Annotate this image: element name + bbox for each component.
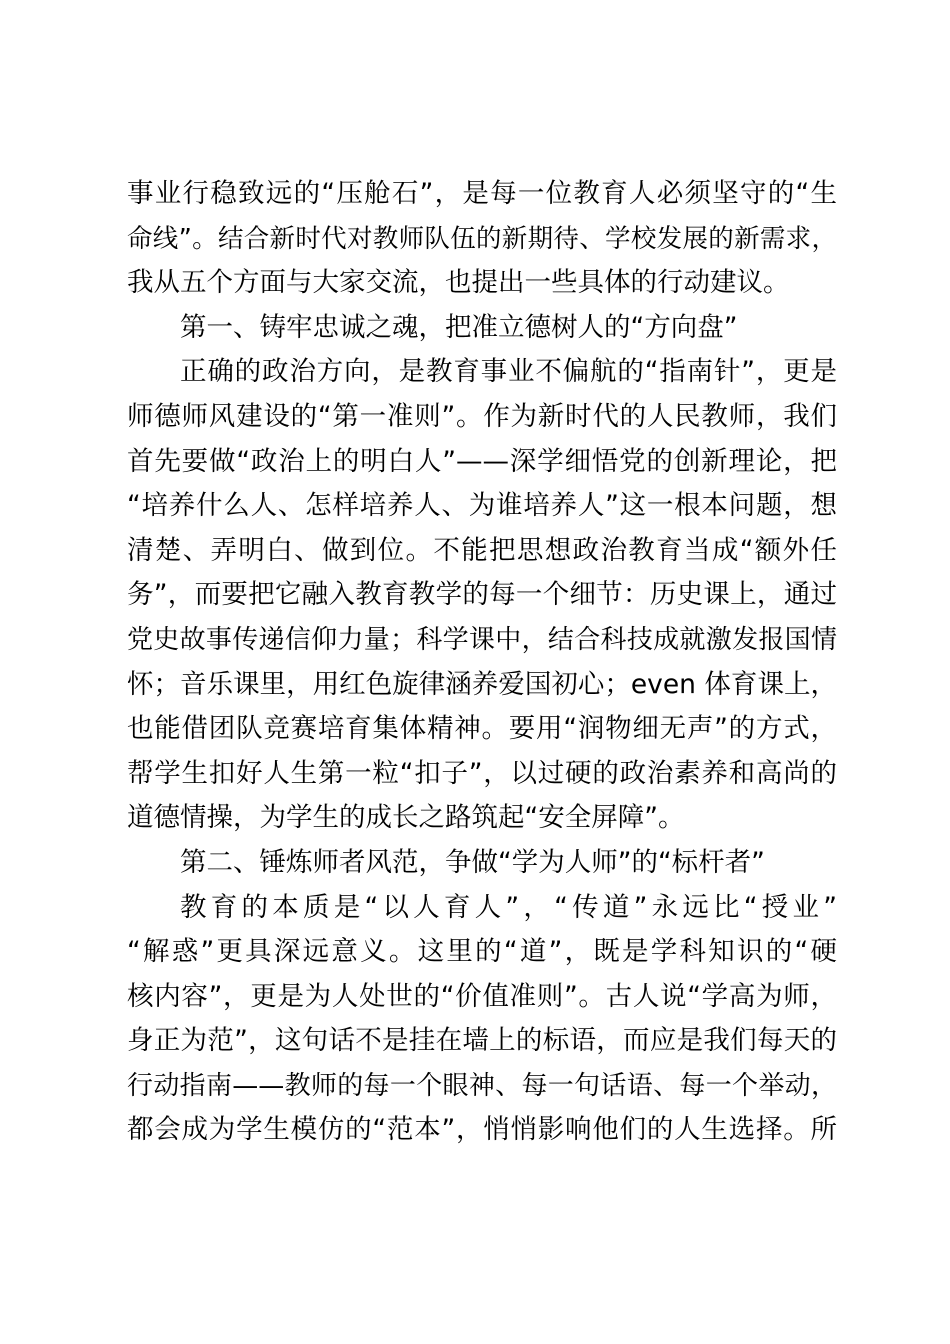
text-line: “培养什么人、怎样培养人、为谁培养人”这一根本问题，想 (127, 490, 837, 522)
text-line: 也能借团队竞赛培育集体精神。要用“润物细无声”的方式， (127, 713, 837, 745)
text-line: 正确的政治方向，是教育事业不偏航的“指南针”，更是 (180, 356, 837, 388)
text-line: 命线”。结合新时代对教师队伍的新期待、学校发展的新需求， (127, 223, 837, 254)
text-line: 清楚、弄明白、做到位。不能把思想政治教育当成“额外任 (127, 534, 837, 566)
text-line: 教育的本质是“以人育人”，“传道”永远比“授业” (180, 891, 837, 923)
text-line: 都会成为学生模仿的“范本”，悄悄影响他们的人生选择。所 (127, 1114, 837, 1146)
body-text (127, 172, 837, 1153)
text-line: 身正为范”，这句话不是挂在墙上的标语，而应是我们每天的 (127, 1025, 837, 1057)
text-line: “解惑”更具深远意义。这里的“道”，既是学科知识的“硬 (127, 936, 837, 968)
text-line: 党史故事传递信仰力量；科学课中，结合科技成就激发报国情 (127, 624, 837, 655)
text-line: 行动指南——教师的每一个眼神、每一句话语、每一个举动， (127, 1070, 837, 1101)
text-line: 第二、锤炼师者风范，争做“学为人师”的“标杆者” (180, 846, 765, 878)
text-line: 怀；音乐课里，用红色旋律涵养爱国初心；even 体育课上， (127, 668, 837, 700)
text-line: 第一、铸牢忠诚之魂，把准立德树人的“方向盘” (180, 311, 738, 343)
text-line: 首先要做“政治上的明白人”——深学细悟党的创新理论，把 (127, 445, 837, 477)
text-line: 事业行稳致远的“压舱石”，是每一位教育人必须坚守的“生 (127, 178, 837, 209)
text-line: 我从五个方面与大家交流，也提出一些具体的行动建议。 (127, 267, 790, 299)
text-line: 道德情操，为学生的成长之路筑起“安全屏障”。 (127, 802, 685, 834)
text-line: 核内容”，更是为人处世的“价值准则”。古人说“学高为师， (127, 980, 837, 1012)
text-line: 师德师风建设的“第一准则”。作为新时代的人民教师，我们 (127, 400, 837, 432)
text-line: 务”，而要把它融入教育教学的每一个细节：历史课上，通过 (127, 579, 837, 611)
text-line: 帮学生扣好人生第一粒“扣子”，以过硬的政治素养和高尚的 (127, 757, 837, 789)
